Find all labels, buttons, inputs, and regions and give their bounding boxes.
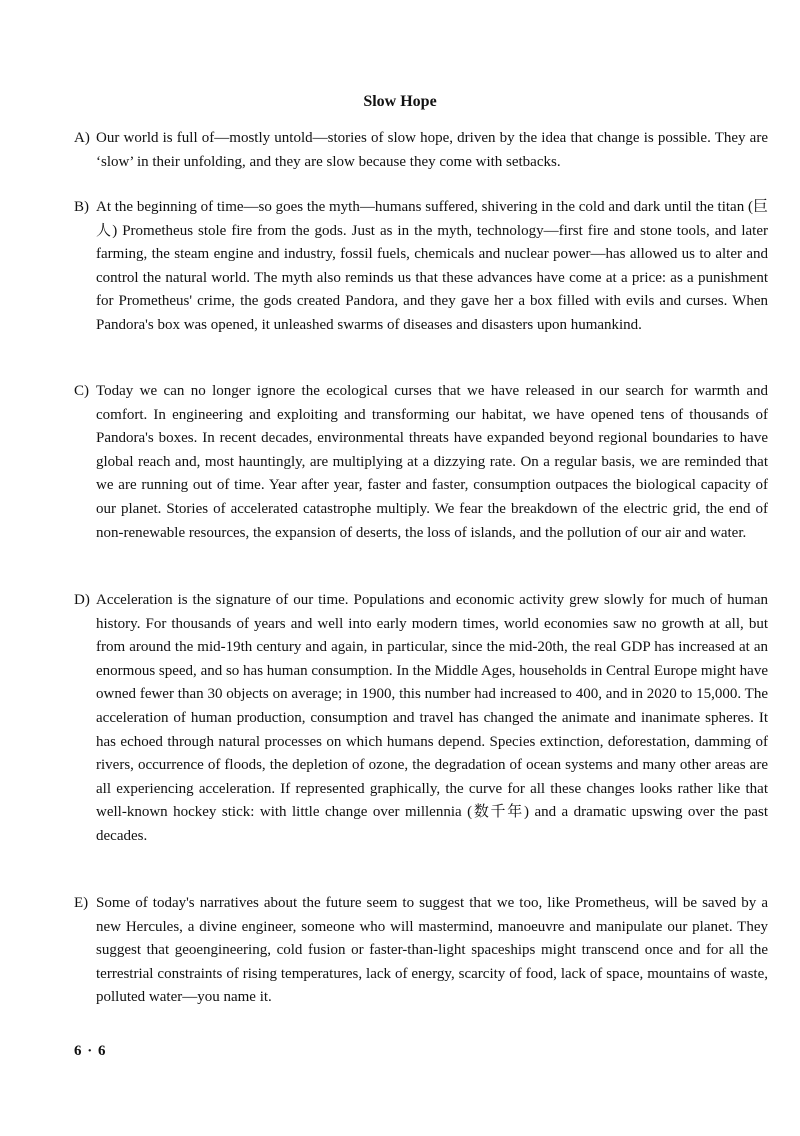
- paragraph-b: [74, 196, 768, 338]
- paragraph-c: [74, 380, 768, 545]
- paragraph-text: Acceleration is the signature of our time. Populations and economic activity grew slowly for much of human history. For thousands of years and well into early modern times, world economies saw no growth at all, but from around the mid-19th century and again, in particular, since the mid-20th, the real GDP has increased at an enormous speed, and so has human consumption. In the Middle Ages, households in Central Europe might have owned fewer than 30 objects on average; in 1900, this number had increased to 400, and in 2020 to 15,000. The acceleration of human production, consumption and travel has changed the animate and inanimate spheres. It has echoed through natural processes on which humans depend. Species extinction, deforestation, damming of rivers, occurrence of floods, the depletion of ozone, the degradation of ocean systems and many other areas are all experiencing acceleration. If represented graphically, the curve for all these changes looks rather like that well-known hockey stick: with little change over millennia (数千年) and a dramatic upswing over the past decades.: [96, 592, 768, 844]
- paragraph-letter: B): [74, 199, 89, 215]
- page-title: Slow Hope: [363, 93, 437, 110]
- paragraph-a: [74, 127, 768, 174]
- page-number: 6 · 6: [74, 1043, 107, 1059]
- paragraph-letter: C): [74, 383, 89, 399]
- paragraph-letter: D): [74, 592, 90, 608]
- paragraph-d: [74, 589, 768, 849]
- paragraph-e: [74, 892, 768, 1010]
- paragraph-text: Some of today's narratives about the future seem to suggest that we too, like Prometheus, will be saved by a new Hercules, a divine engineer, someone who will mastermind, manoeuvre and manipulate our planet. They suggest that geoengineering, cold fusion or faster-than-light spaceships might transcend once and for all the terrestrial constraints of rising temperatures, lack of energy, scarcity of food, lack of space, mountains of waste, polluted water—you name it.: [96, 895, 768, 1006]
- paragraph-text: At the beginning of time—so goes the myth—humans suffered, shivering in the cold and dark until the titan (巨人) Prometheus stole fire from the gods. Just as in the myth, technology—first fire and stone tools, and later farming, the steam engine and industry, fossil fuels, chemicals and nuclear power—has allowed us to alter and control the natural world. The myth also reminds us that these advances have come at a price: as a punishment for Prometheus' crime, the gods created Pandora, and they gave her a box filled with evils and curses. When Pandora's box was opened, it unleashed swarms of diseases and disasters upon humankind.: [96, 199, 768, 333]
- paragraph-letter: A): [74, 130, 90, 146]
- paragraph-text: Today we can no longer ignore the ecological curses that we have released in our search for warmth and comfort. In engineering and exploiting and transforming our habitat, we have opened tens of thousands of Pandora's boxes. In recent decades, environmental threats have expanded beyond regional boundaries to have global reach and, most hauntingly, are multiplying at a dizzying rate. On a regular basis, we are reminded that we are running out of time. Year after year, faster and faster, consumption outpaces the biological capacity of our planet. Stories of accelerated catastrophe multiply. We fear the breakdown of the electric grid, the end of non-renewable resources, the expansion of deserts, the loss of islands, and the pollution of our air and water.: [96, 383, 768, 541]
- paragraph-letter: E): [74, 895, 89, 911]
- paragraph-text: Our world is full of—mostly untold—stories of slow hope, driven by the idea that change is possible. They are ‘slow’ in their unfolding, and they are slow because they come with setbacks.: [96, 130, 768, 170]
